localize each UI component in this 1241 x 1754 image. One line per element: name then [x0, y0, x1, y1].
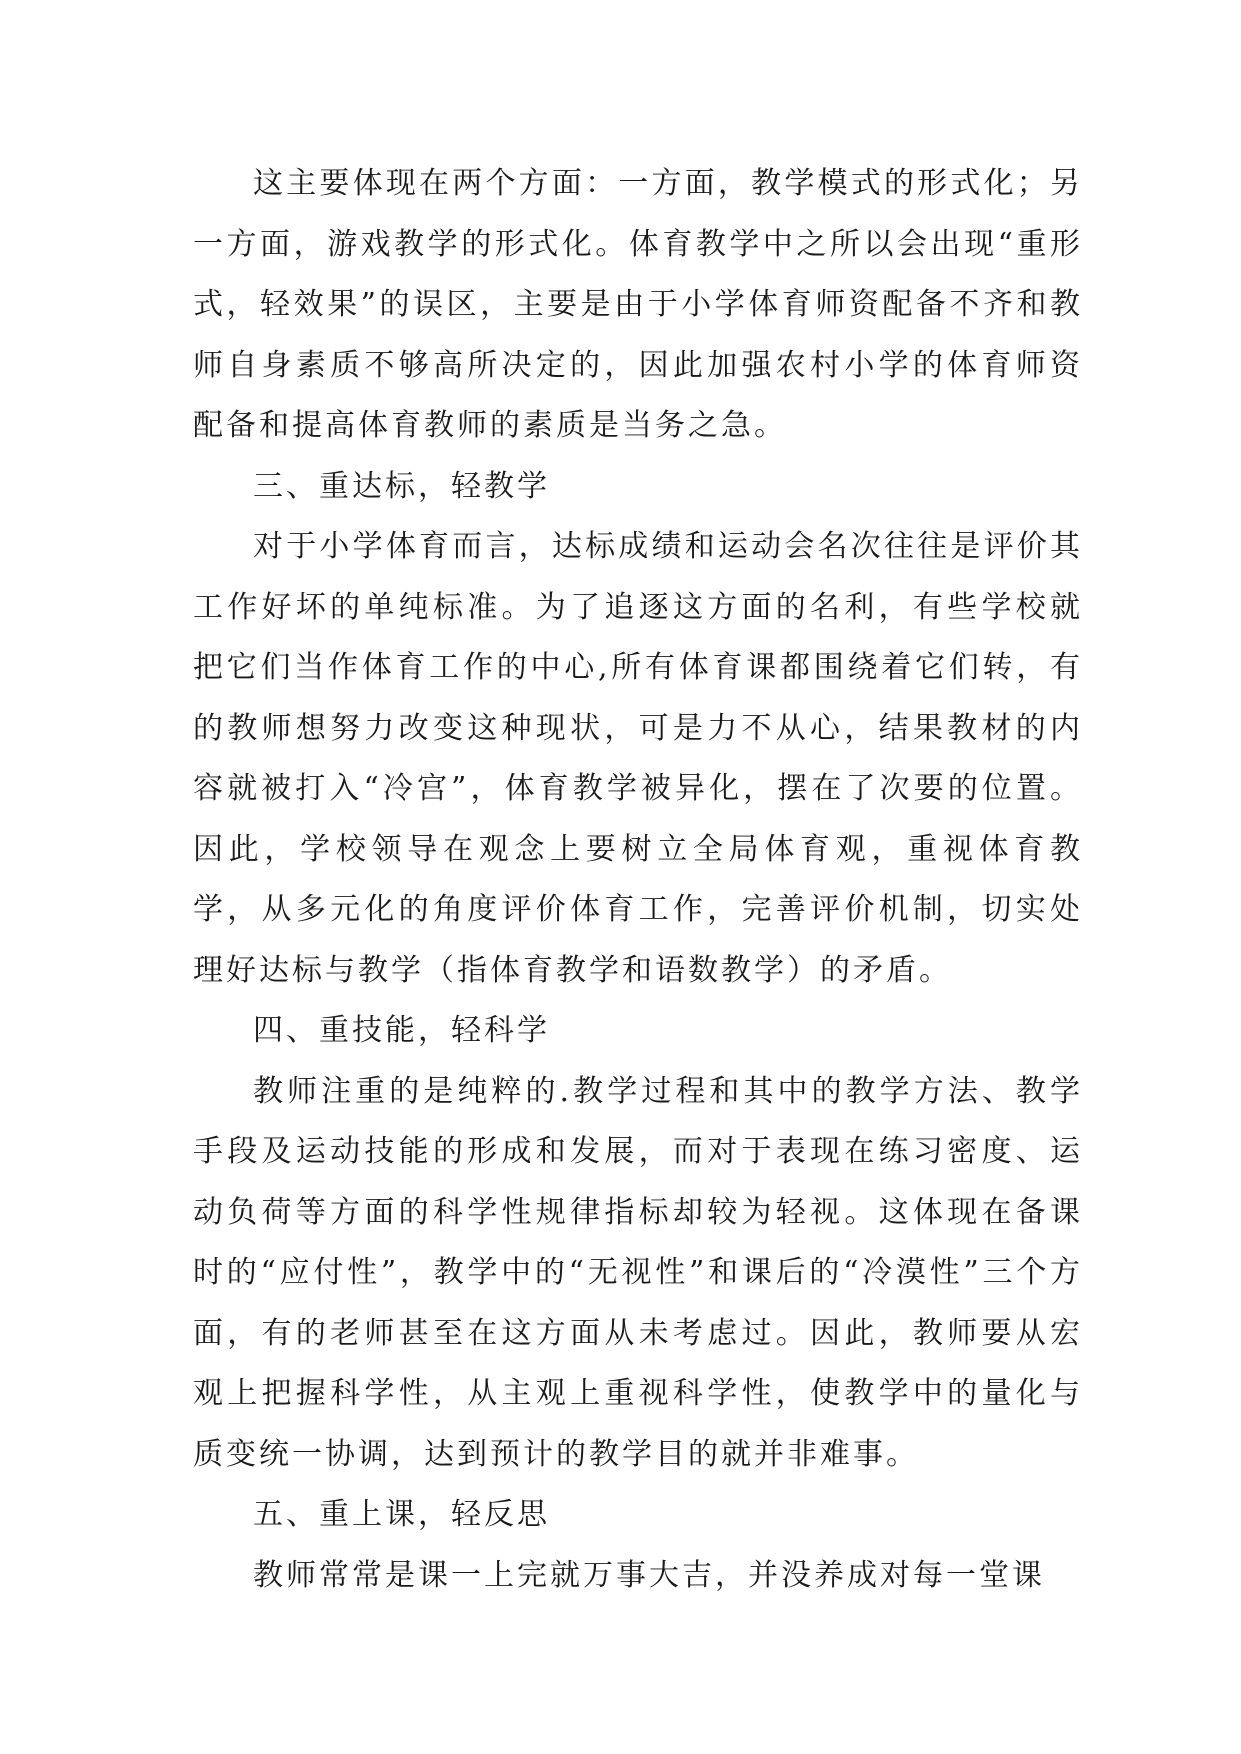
paragraph-section-3: 对于小学体育而言，达标成绩和运动会名次往往是评价其工作好坏的单纯标准。为了追逐这方面的名利，有些学校就把它们当作体育工作的中心,所有体育课都围绕着它们转，有的教师想努力改变这种现状，可是力不从心，结果教材的内容就被打入“冷宫”，体育教学被异化，摆在了次要的位置。因此，学校领导在观念上要树立全局体育观，重视体育教学，从多元化的角度评价体育工作，完善评价机制，切实处理好达标与教学（指体育教学和语数教学）的矛盾。 — [193, 529, 1083, 988]
section-heading-3: 三、重达标，轻教学 — [253, 468, 550, 504]
paragraph-intro: 这主要体现在两个方面：一方面，教学模式的形式化；另一方面，游戏教学的形式化。体育教学中之所以会出现“重形式，轻效果”的误区，主要是由于小学体育师资配备不齐和教师自身素质不够高所决定的，因此加强农村小学的体育师资配备和提高体育教师的素质是当务之急。 — [193, 166, 1083, 443]
document-body — [193, 154, 1083, 1606]
section-heading-4: 四、重技能，轻科学 — [253, 1013, 550, 1048]
paragraph-section-5: 教师常常是课一上完就万事大吉，并没养成对每一堂课 — [253, 1557, 1045, 1593]
section-heading-5: 五、重上课，轻反思 — [253, 1497, 550, 1532]
paragraph-section-4: 教师注重的是纯粹的.教学过程和其中的教学方法、教学手段及运动技能的形成和发展，而对于表现在练习密度、运动负荷等方面的科学性规律指标却较为轻视。这体现在备课时的“应付性”，教学中的“无视性”和课后的“冷漠性”三个方面，有的老师甚至在这方面从未考虑过。因此，教师要从宏观上把握科学性，从主观上重视科学性，使教学中的量化与质变统一协调，达到预计的教学目的就并非难事。 — [193, 1073, 1083, 1472]
